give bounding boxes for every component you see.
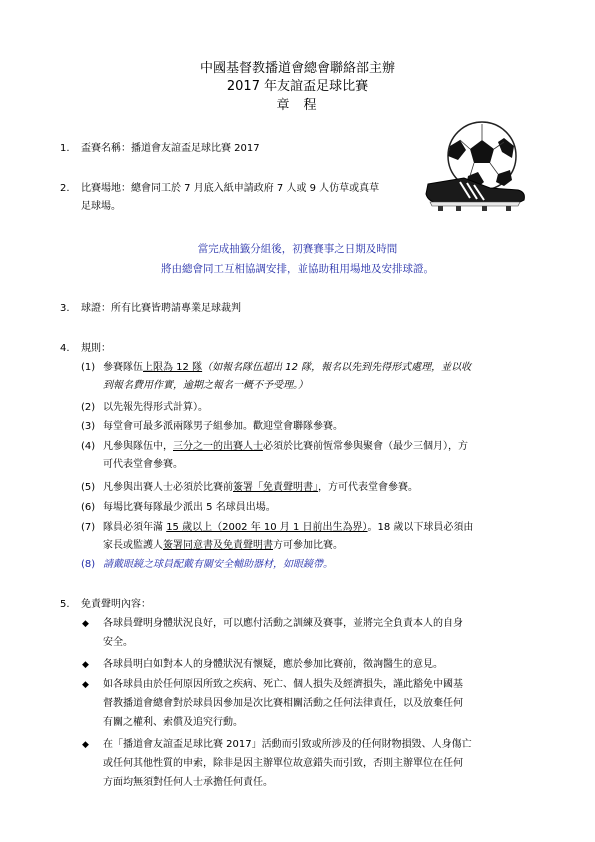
item-number: 2.	[60, 183, 70, 194]
rule-1-text-cont: 到報名費用作實，逾期之報名一概不予受理。）	[103, 380, 308, 391]
rule-7-text-cont	[103, 540, 343, 552]
event-title: 2017 年友誼盃足球比賽	[226, 79, 369, 94]
notice-line: 當完成抽籤分組後，初賽賽事之日期及時間	[197, 243, 398, 255]
soccer-ball-boot-illustration	[420, 118, 540, 218]
rule-text-underlined: 簽署同意書及免責聲明書	[163, 540, 273, 551]
rule-text-underlined: 15 歲以上（2002 年 10 月 1 日前出生為界）	[166, 522, 368, 533]
rule-7-text	[103, 522, 473, 534]
rule-text-part: 凡參與隊伍中，	[103, 441, 173, 452]
disclaimer-4-cont: 或任何其他性質的申索，除非是因主辦單位故意錯失而引致，否則主辦單位在任何	[103, 758, 463, 769]
rule-3-text: 每堂會可最多派兩隊男子組參加。歡迎堂會聯隊參賽。	[103, 421, 343, 432]
item-number: 4.	[60, 343, 70, 354]
disclaimer-3-cont: 有關之權利、索償及追究行動。	[103, 717, 243, 728]
rule-text-italic: （如報名隊伍超出 12 隊，報名以先到先得形式處理，並以收	[202, 362, 472, 373]
rule-4-text-cont: 可代表堂會參賽。	[103, 459, 183, 470]
organizer-title: 中國基督教播道會總會聯絡部主辦	[199, 61, 395, 76]
bullet-icon: ◆	[82, 680, 89, 690]
bullet-icon: ◆	[82, 740, 89, 750]
rule-number: (5)	[81, 482, 96, 493]
item-number: 3.	[60, 303, 70, 314]
rule-text-part: 方可參加比賽。	[273, 540, 343, 551]
disclaimer-4-cont: 方面均無須對任何人士承擔任何責任。	[103, 777, 273, 788]
item-4-text: 規則：	[81, 343, 111, 354]
item-number: 5.	[60, 599, 70, 610]
disclaimer-3-cont: 督教播道會總會對於球員因參加是次比賽相關活動之任何法律責任，以及放棄任何	[103, 698, 463, 709]
rule-number: (4)	[81, 441, 96, 452]
rule-text-part: ，方可代表堂會參賽。	[318, 482, 418, 493]
rule-8-text: 請戴眼鏡之球員配戴有關安全輔助器材，如眼鏡帶。	[103, 559, 333, 570]
rule-text-part: 參賽隊伍	[103, 362, 143, 373]
item-2-text: 比賽場地：總會同工於 7 月底入紙申請政府 7 人或 9 人仿草或真草	[81, 183, 380, 194]
rule-text-underlined: 簽署「免責聲明書」	[233, 482, 318, 493]
rule-number: (2)	[81, 402, 96, 413]
rule-text-part: 家長或監護人	[103, 540, 163, 551]
rule-4-text	[103, 441, 468, 453]
rule-text-part: 必須於比賽前恆常參與聚會（最少三個月），方	[263, 441, 468, 452]
rule-6-text: 每場比賽每隊最少派出 5 名球員出場。	[103, 502, 276, 513]
rule-number: (3)	[81, 421, 96, 432]
disclaimer-4: 在「播道會友誼盃足球比賽 2017」活動而引致或所涉及的任何財物損毀、人身傷亡	[103, 739, 472, 750]
rule-text-part: 凡參與出賽人士必須於比賽前	[103, 482, 233, 493]
disclaimer-3: 如各球員由於任何原因所致之疾病、死亡、個人損失及經濟損失，謹此豁免中國基	[103, 679, 463, 690]
rule-1-text	[103, 362, 471, 374]
rule-text-part: 隊員必須年滿	[103, 522, 167, 533]
rule-5-text	[103, 482, 418, 494]
rule-text-underlined: 上限為 12 隊	[143, 362, 203, 373]
rule-number: (1)	[81, 362, 96, 373]
football-boot-icon	[426, 178, 524, 211]
rule-number: (6)	[81, 502, 96, 513]
rule-number: (7)	[81, 522, 96, 533]
disclaimer-1-cont: 安全。	[103, 637, 133, 648]
bullet-icon: ◆	[82, 619, 89, 629]
rule-text-underlined: 三分之一的出賽人士	[173, 441, 263, 452]
rule-2-text: 以先報先得形式計算）。	[103, 402, 208, 413]
item-1-text: 盃賽名稱：播道會友誼盃足球比賽 2017	[81, 143, 260, 154]
constitution-title: 章程	[276, 98, 331, 113]
item-number: 1.	[60, 143, 70, 154]
rule-number: (8)	[81, 559, 96, 570]
item-3-text: 球證：所有比賽皆聘請專業足球裁判	[81, 303, 241, 314]
disclaimer-2: 各球員明白如對本人的身體狀況有懷疑，應於參加比賽前，徵詢醫生的意見。	[103, 659, 443, 670]
disclaimer-1: 各球員聲明身體狀況良好，可以應付活動之訓練及賽事，並將完全負責本人的自身	[103, 618, 463, 629]
bullet-icon: ◆	[82, 660, 89, 670]
rule-text-part: 。18 歲以下球員必須由	[367, 522, 474, 533]
notice-line: 將由總會同工互相協調安排，並協助租用場地及安排球證。	[161, 263, 434, 275]
item-2-text-cont: 足球場。	[81, 201, 121, 212]
item-5-text: 免責聲明內容：	[81, 599, 151, 610]
